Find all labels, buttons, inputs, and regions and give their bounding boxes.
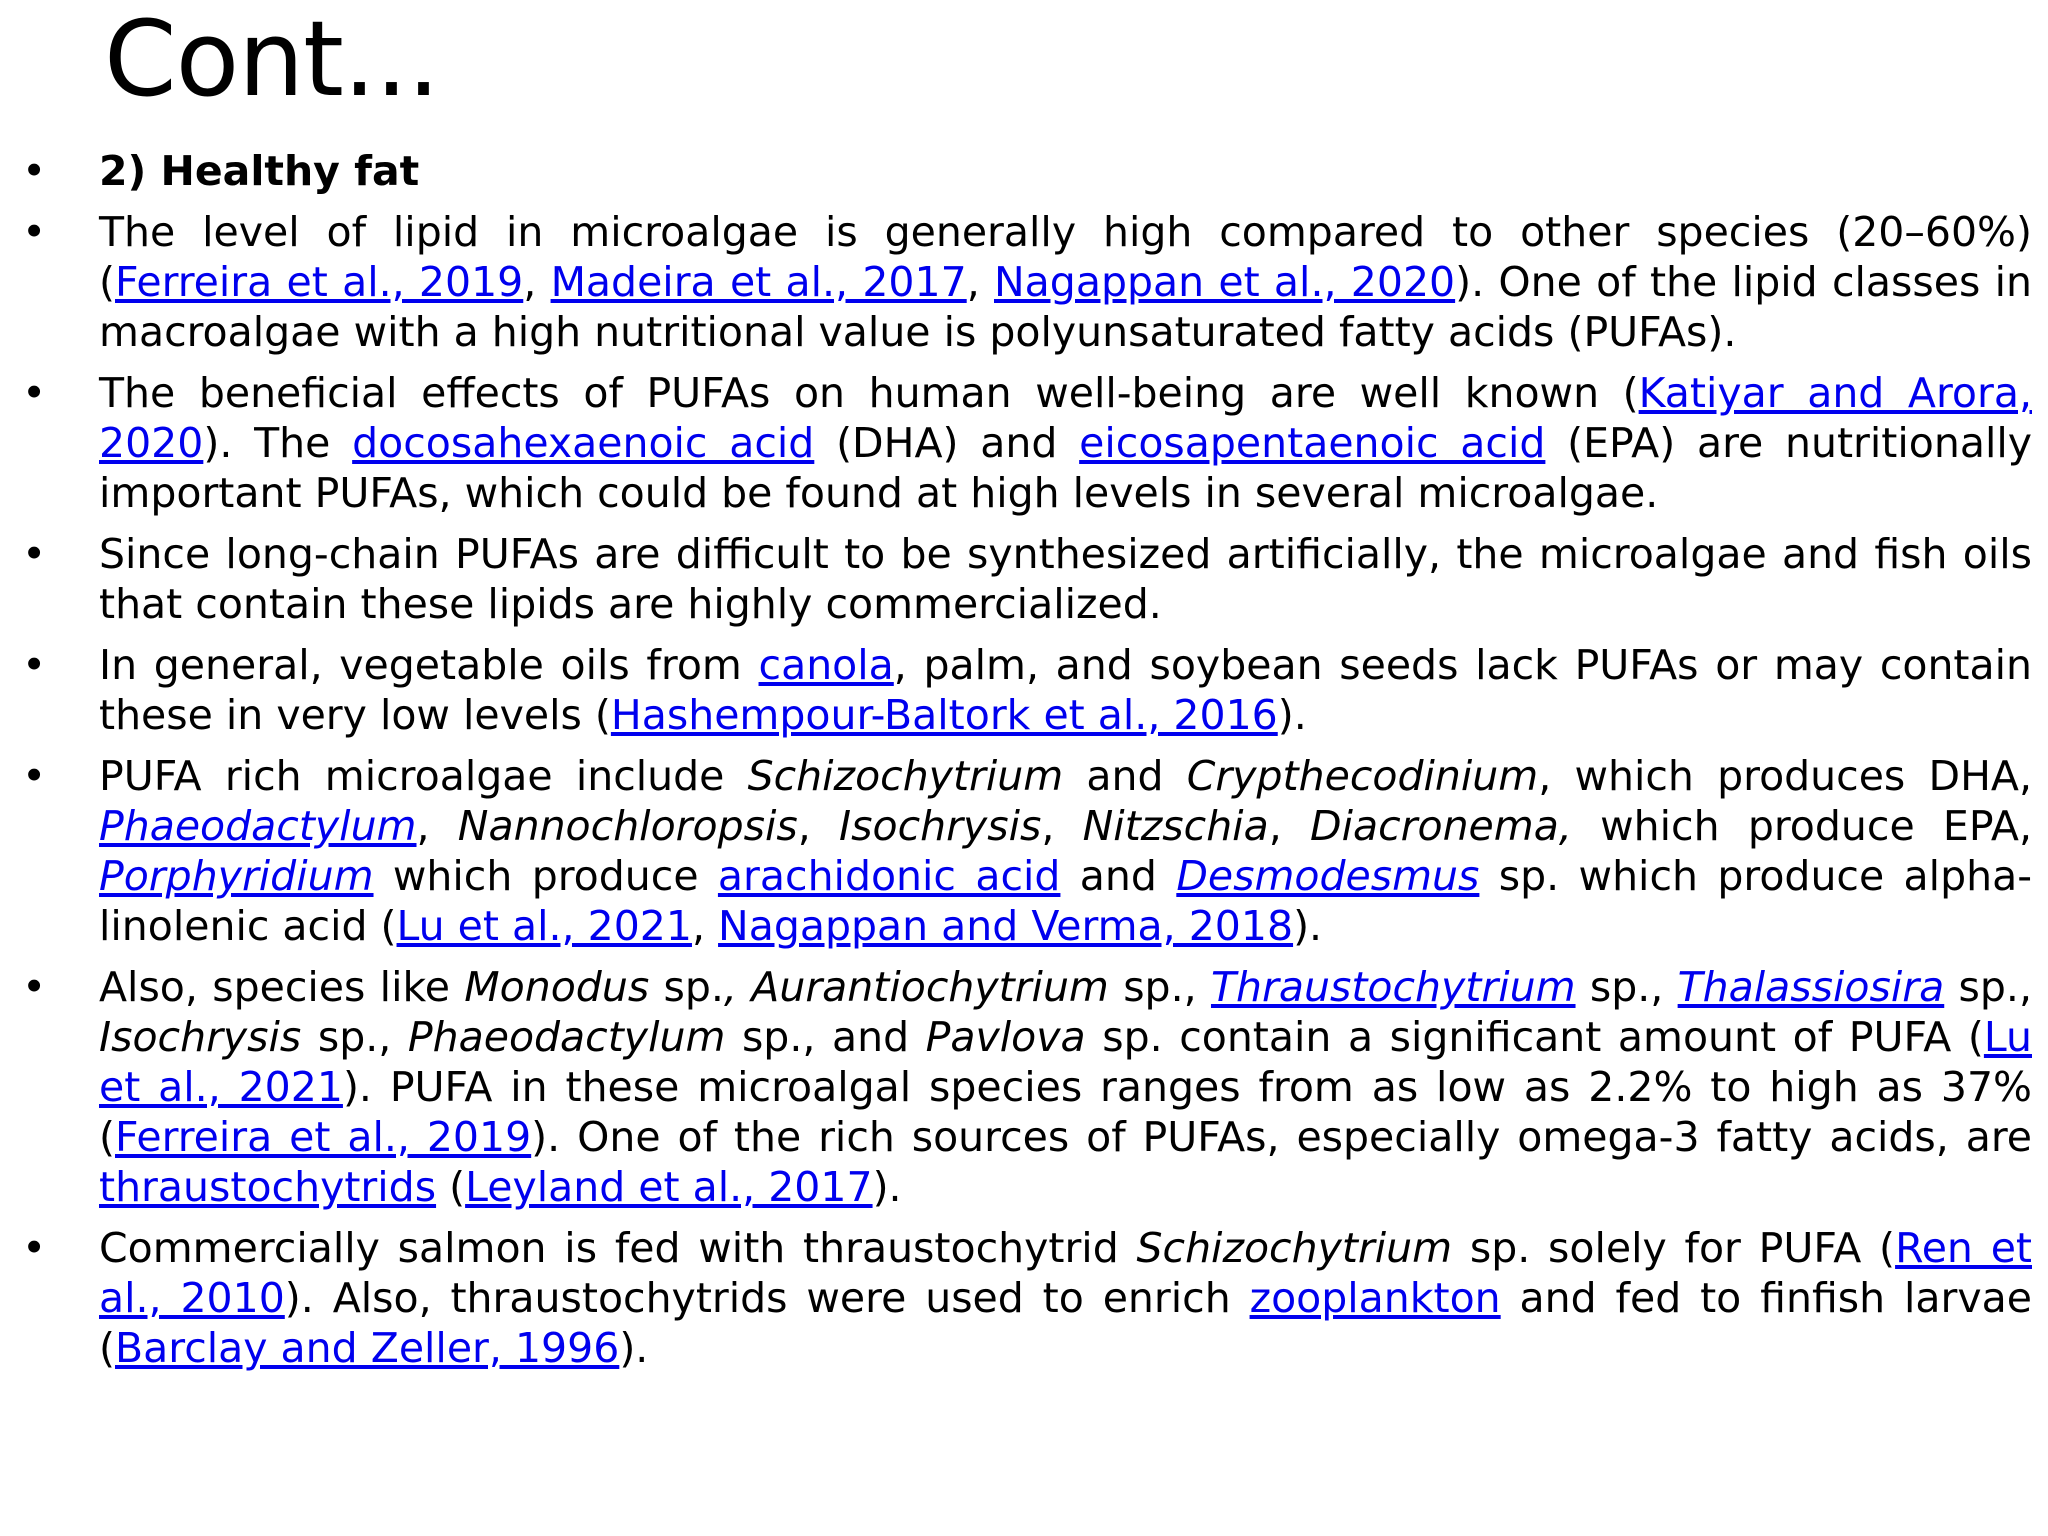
text-segment: sp. contain a significant amount of PUFA ( — [1085, 1013, 1984, 1061]
text-segment: ). — [1277, 691, 1307, 739]
text-segment: , which produces DHA, — [1538, 752, 2032, 800]
bullet-dot-icon: • — [22, 1224, 47, 1272]
citation-link[interactable]: Lu et al., 2021 — [99, 1013, 2032, 1111]
text-segment: sp. — [649, 963, 724, 1011]
citation-link[interactable]: canola — [758, 641, 894, 689]
citation-link[interactable]: Thalassiosira — [1677, 963, 1945, 1011]
text-segment: Nannochloropsis — [457, 802, 798, 850]
text-segment: PUFA rich microalgae include — [99, 752, 748, 800]
text-segment: Also, species like — [99, 963, 465, 1011]
bullet-item — [22, 962, 2032, 1212]
bullet-text — [99, 1223, 2032, 1373]
citation-link[interactable]: Nagappan and Verma, 2018 — [718, 902, 1294, 950]
bullet-dot-icon: • — [22, 369, 47, 417]
text-segment: Monodus — [464, 963, 650, 1011]
citation-link[interactable]: Ferreira et al., 2019 — [115, 1113, 532, 1161]
bullet-item — [22, 1223, 2032, 1373]
text-segment: Isochrysis — [99, 1013, 302, 1061]
citation-link[interactable]: Barclay and Zeller, 1996 — [115, 1324, 620, 1372]
citation-link[interactable]: docosahexaenoic acid — [352, 419, 815, 467]
text-segment: ). PUFA in these microalgal species ranges from as low as 2.2% to high as 37% ( — [99, 1063, 2032, 1161]
citation-link[interactable]: Lu et al., 2021 — [396, 902, 692, 950]
text-segment: sp. solely for PUFA ( — [1452, 1224, 1896, 1272]
citation-link[interactable]: Hashempour-Baltork et al., 2016 — [610, 691, 1278, 739]
text-segment: ). One of the rich sources of PUFAs, especially omega-3 fatty acids, are — [531, 1113, 2033, 1161]
text-segment: sp., and — [725, 1013, 926, 1061]
citation-link[interactable]: thraustochytrids — [99, 1163, 437, 1211]
text-segment: Schizochytrium — [747, 752, 1064, 800]
text-segment: The level of lipid in microalgae is generally high compared to other species (20–60%) ( — [99, 208, 2032, 306]
text-segment: , — [966, 258, 994, 306]
text-segment: ). — [872, 1163, 902, 1211]
bullet-item — [22, 368, 2032, 518]
bullet-dot-icon: • — [22, 208, 47, 256]
bullet-dot-icon: • — [22, 530, 47, 578]
text-segment: ). — [1293, 902, 1323, 950]
bullet-text — [99, 368, 2032, 518]
text-segment: Phaeodactylum — [407, 1013, 726, 1061]
bullet-text — [99, 146, 2032, 196]
citation-link[interactable]: Ren et al., 2010 — [99, 1224, 2032, 1322]
bullet-dot-icon: • — [22, 963, 47, 1011]
text-segment: sp., — [1944, 963, 2033, 1011]
text-segment: Since long-chain PUFAs are difficult to be synthesized artificially, the microalgae and fish oils that contain these lipids are highly commercialized. — [99, 530, 2032, 628]
text-segment: sp., — [301, 1013, 408, 1061]
bullet-text — [99, 207, 2032, 357]
text-segment: sp., — [1575, 963, 1678, 1011]
text-segment: sp. which produce alpha-linolenic acid ( — [99, 852, 2033, 950]
citation-link[interactable]: eicosapentaenoic acid — [1079, 419, 1546, 467]
bullet-dot-icon: • — [22, 641, 47, 689]
text-segment: Pavlova — [925, 1013, 1086, 1061]
citation-link[interactable]: arachidonic acid — [717, 852, 1061, 900]
bullet-text — [99, 529, 2032, 629]
text-segment: Isochrysis — [839, 802, 1042, 850]
text-segment: sp., — [1108, 963, 1211, 1011]
citation-link[interactable]: Porphyridium — [99, 852, 374, 900]
bullet-item — [22, 751, 2032, 951]
citation-link[interactable]: Phaeodactylum — [99, 802, 417, 850]
text-segment: Crypthecodinium — [1186, 752, 1539, 800]
bullet-text — [99, 640, 2032, 740]
text-segment: , — [1268, 802, 1310, 850]
text-segment: Nitzschia — [1082, 802, 1269, 850]
bullet-text — [99, 751, 2032, 951]
slide-title: Cont... — [104, 0, 440, 120]
bullet-item — [22, 529, 2032, 629]
text-segment: which produce — [373, 852, 718, 900]
text-segment: (EPA) are nutritionally important PUFAs, which could be found at high levels in several microalgae. — [99, 419, 2032, 517]
text-segment: , — [797, 802, 840, 850]
text-segment: ( — [436, 1163, 466, 1211]
text-segment: and fed to finfish larvae ( — [99, 1274, 2032, 1372]
bullet-item — [22, 640, 2032, 740]
bullet-dot-icon: • — [22, 752, 47, 800]
bullet-dot-icon: • — [22, 147, 47, 195]
text-segment: Commercially salmon is fed with thraustochytrid — [99, 1224, 1137, 1272]
citation-link[interactable]: Ferreira et al., 2019 — [115, 258, 524, 306]
text-segment: The beneficial effects of PUFAs on human well-being are well known ( — [99, 369, 1639, 417]
bullet-text — [99, 962, 2032, 1212]
bullet-item — [22, 146, 2032, 196]
text-segment: which produce EPA, — [1571, 802, 2033, 850]
text-segment: Schizochytrium — [1136, 1224, 1453, 1272]
bullet-item — [22, 207, 2032, 357]
citation-link[interactable]: Thraustochytrium — [1210, 963, 1576, 1011]
citation-link[interactable]: Madeira et al., 2017 — [550, 258, 967, 306]
text-segment: ). One of the lipid classes in macroalgae with a high nutritional value is polyunsaturated fatty acids (PUFAs). — [99, 258, 2032, 356]
text-segment: ). — [619, 1324, 649, 1372]
citation-link[interactable]: Desmodesmus — [1176, 852, 1480, 900]
text-segment: (DHA) and — [814, 419, 1080, 467]
citation-link[interactable]: Katiyar and Arora, 2020 — [99, 369, 2032, 467]
text-segment: , — [523, 258, 551, 306]
text-segment: ). Also, thraustochytrids were used to enrich — [284, 1274, 1250, 1322]
citation-link[interactable]: Nagappan et al., 2020 — [994, 258, 1456, 306]
text-segment: ). The — [203, 419, 353, 467]
text-segment: In general, vegetable oils from — [99, 641, 759, 689]
citation-link[interactable]: zooplankton — [1249, 1274, 1501, 1322]
text-segment: 2) Healthy fat — [99, 147, 420, 195]
text-segment: , palm, and soybean seeds lack PUFAs or may contain these in very low levels ( — [99, 641, 2033, 739]
text-segment: and — [1060, 852, 1177, 900]
text-segment: , — [1041, 802, 1083, 850]
text-segment: Diacronema, — [1310, 802, 1572, 850]
citation-link[interactable]: Leyland et al., 2017 — [465, 1163, 873, 1211]
bullet-list — [22, 146, 2032, 1384]
text-segment: and — [1063, 752, 1187, 800]
text-segment: , — [416, 802, 458, 850]
text-segment: , — [691, 902, 719, 950]
text-segment: , Aurantiochytrium — [723, 963, 1109, 1011]
